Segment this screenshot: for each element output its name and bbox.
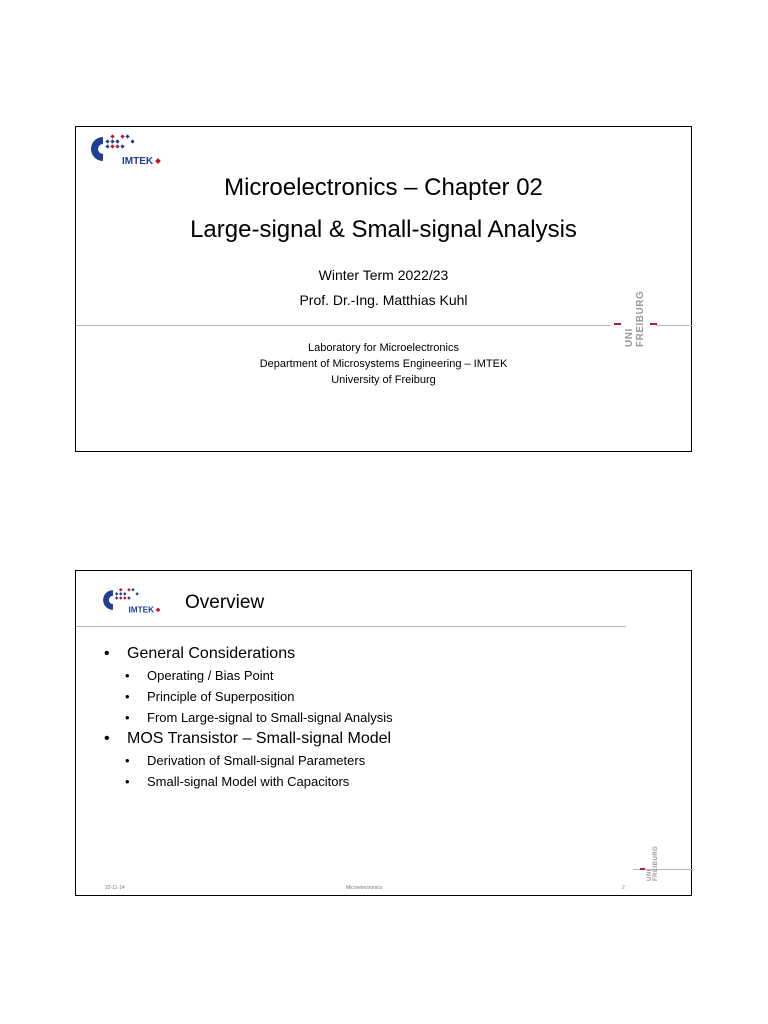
imtek-logo [99, 585, 163, 615]
imtek-logo [86, 131, 164, 167]
outline-section: • General Considerations [104, 643, 393, 665]
freiburg-logo-text: FREIBURG [653, 845, 659, 881]
outline-item: • Operating / Bias Point [104, 665, 393, 686]
footer-date: 22-11-14 [105, 885, 125, 891]
affiliation-line: University of Freiburg [331, 374, 436, 386]
uni-freiburg-logo [614, 290, 654, 352]
affiliation-line: Department of Microsystems Engineering – IMTEK [259, 358, 508, 370]
divider-line-right [656, 325, 692, 326]
affiliation-line: Laboratory for Microelectronics [307, 342, 459, 354]
professor-name: Prof. Dr.-Ing. Matthias Kuhl [299, 292, 468, 308]
divider-line [76, 325, 611, 326]
title-slide [75, 126, 692, 452]
slide-title: Overview [185, 592, 265, 613]
outline-item: • Small-signal Model with Capacitors [104, 771, 393, 792]
outline-section: • MOS Transistor – Small-signal Model [104, 728, 393, 750]
overview-slide [75, 570, 692, 896]
outline-item: • From Large-signal to Small-signal Analysis [104, 707, 393, 728]
term-label: Winter Term 2022/23 [318, 267, 449, 283]
slide-subtitle: Large-signal & Small-signal Analysis [190, 216, 577, 243]
slide-title: Microelectronics – Chapter 02 [224, 174, 543, 201]
uni-logo-text: UNI [647, 869, 653, 881]
title-divider [76, 626, 626, 627]
uni-freiburg-logo [644, 845, 666, 881]
outline-item: • Principle of Superposition [104, 686, 393, 707]
outline-list [104, 643, 393, 792]
footer-page-number: 2 [622, 885, 625, 891]
outline-item: • Derivation of Small-signal Parameters [104, 750, 393, 771]
footer-course: Microelectronics [346, 885, 383, 891]
freiburg-logo-text: FREIBURG [635, 290, 646, 347]
imtek-logo-text: IMTEK [128, 605, 155, 615]
imtek-logo-text: IMTEK [122, 156, 154, 167]
uni-logo-text: UNI [624, 328, 635, 347]
